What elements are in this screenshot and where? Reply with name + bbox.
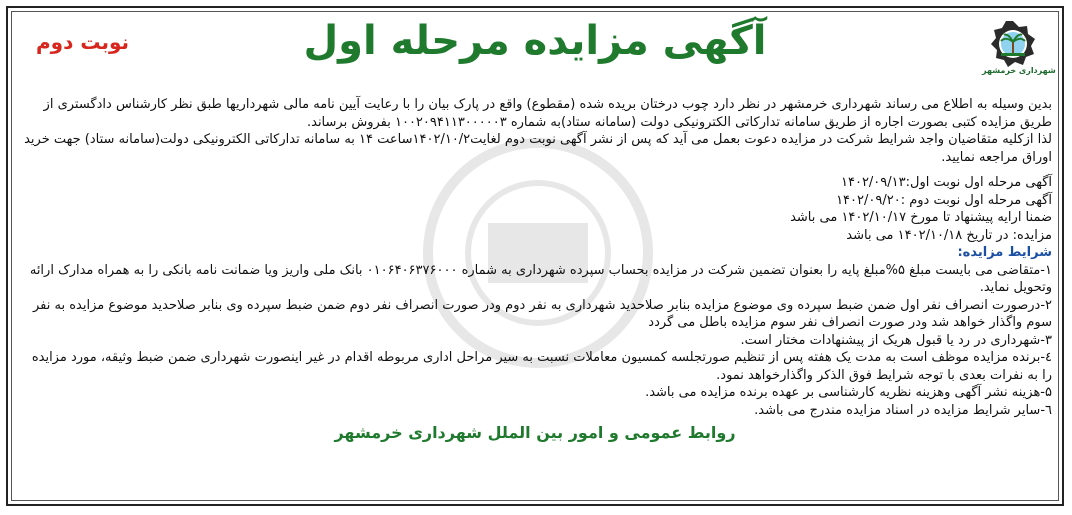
condition-item: ٦-سایر شرایط مزایده در اسناد مزایده مندرج می باشد. [754, 402, 1052, 418]
footer-signature: روابط عمومی و امور بین الملل شهرداری خرمشهر [334, 423, 736, 442]
date-second-publication: آگهی مرحله اول نوبت دوم :۱۴۰۲/۰۹/۲۰ [836, 192, 1052, 208]
round-label: نوبت دوم [36, 30, 130, 54]
date-first-publication: آگهی مرحله اول نوبت اول:۱۴۰۲/۰۹/۱۳ [841, 175, 1052, 190]
municipality-logo [982, 20, 1056, 86]
condition-item: ۱-متقاضی می بایست مبلغ ۵%مبلغ پایه را بعنوان تضمین شرکت در مزایده بحساب سپرده شهرداری به شماره ۰۱۰۶۴۰۶۳۷۶۰۰۰ بانک ملی واریز ویا ضمانت نامه بانکی را به همراه مدارک ارائه وتحویل نماید. [29, 262, 1052, 295]
logo-caption: شهرداری خرمشهر [982, 66, 1056, 75]
palm-emblem-icon [989, 20, 1037, 68]
condition-item: ۵-هزینه نشر آگهی وهزینه نظریه کارشناسی بر عهده برنده مزایده می باشد. [645, 385, 1052, 400]
notice-frame [6, 6, 1064, 506]
notice-content [18, 96, 1052, 442]
invite-paragraph: لذا ازکلیه متقاضیان واجد شرایط شرکت در مزایده دعوت بعمل می آید که پس از نشر آگهی نوبت دوم لغایت۱۴۰۲/۱۰/۲ساعت ۱۴ به سامانه تدارکاتی الکترونیکی دولت(سامانه ستاد) جهت خرید اوراق مراجعه نمایید. [24, 132, 1052, 165]
conditions-title: شرایط مزایده: [957, 245, 1052, 260]
date-auction: مزایده: در تاریخ ۱۴۰۲/۱۰/۱۸ می باشد [846, 227, 1052, 243]
condition-item: ٤-برنده مزایده موظف است به مدت یک هفته پس از تنظیم صورتجلسه کمسیون معاملات نسبت به سیر مراحل اداری مربوطه اقدام در غیر اینصورت شهرداری ضمن ضبط وثیقه، مورد مزایده را به نفرات بعدی با توجه شرایط فوق الذکر واگذارخواهد نمود. [31, 350, 1052, 383]
condition-item: ۲-درصورت انصراف نفر اول ضمن ضبط سپرده وی موضوع مزایده بنابر صلاحدید شهرداری به نفر دوم ودر صورت انصراف نفر دوم ضمن ضبط سپرده وی بنابر صلاحدید موضوع مزایده به نفر سوم واگذار خواهد شد ودر صورت انصراف نفر سوم مزایده باطل می گردد [33, 297, 1052, 330]
condition-item: ۳-شهرداری در رد یا قبول هریک از پیشنهادات مختار است. [740, 332, 1052, 348]
intro-paragraph: بدین وسیله به اطلاع می رساند شهرداری خرمشهر در نظر دارد چوب درختان بریده شده (مقطوع) واقع در پارک بیان را با رعایت آیین نامه مالی شهرداریها طبق نظر کارشناس دادگستری از طریق مزایده کتبی بصورت اجاره از طریق سامانه تدارکاتی الکترونیکی دولت (سامانه ستاد)به شماره ۱۰۰۲۰۹۴۱۱۳۰۰۰۰۰۳ بفروش برساند. [43, 97, 1052, 130]
date-offer-deadline: ضمنا ارایه پیشنهاد تا مورخ ۱۴۰۲/۱۰/۱۷ می باشد [790, 210, 1052, 225]
notice-header [8, 8, 1062, 92]
notice-title: آگهی مزایده مرحله اول [303, 18, 767, 64]
